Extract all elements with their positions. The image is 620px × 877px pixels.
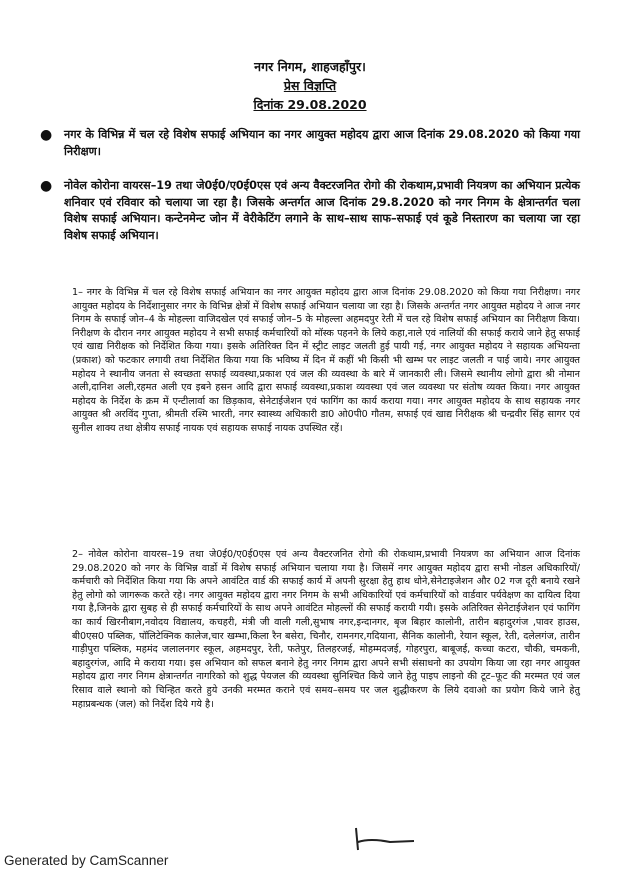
body-paragraph-2: 2– नोवेल कोरोना वायरस–19 तथा जे0ई0/ए0ई0एस एवं अन्य वैक्टरजनित रोगो की रोकथाम,प्रभावी नियत्रण का अभियान आज दिनांक 29.08.2020 को नगर के विभिन्न वार्डो में विशेष सफाई अभियान चलाया गया है। जिसमें नगर आयुक्त महोदय द्वारा सभी नोडल अधिकारियों/कर्मचारी को निर्देशित किया गया कि अपने आवंटित वार्ड की सफाई कार्य में अपनी सुरक्षा हेतु हाथ धोने,सेनेटाइजेशन और 02 गज दूरी बनाये रखने हेतु लोगो को जागरूक करते रहे। नगर आयुक्त महोदय द्वारा नगर निगम के सभी अधिकारियों एवं कर्मचारियों को वार्डवार पर्यवेक्षण का दायित्व दिया गया है,जिनके द्वारा सुबह से ही सफाई कर्मचारियों के साथ अपने आवंटित मोहल्लों की सफाई करायी गयी। इसके अतिरिक्त सेनेटाईजेशन एवं फागिंग का कार्य खिरनीबाग,नवोदय विद्यालय, कचहरी, मंत्री जी वाली गली,सुभाष नगर,इन्दानगर, बृज बिहार कालोनी, तारीन बहादुरगंज ,पावर हाउस, बी0एस0 पब्लिक, पॉलिटेक्निक कालेज,चार खम्भा,किला रैन बसेरा, चिनौर, रामनगर,गदियाना, सैनिक कालोनी, रेयान स्कूल, रेती, दलेलगंज, तारीन गाड़ीपुरा पब्लिक, महमंद जलालनगर स्कूल, अहमदपुर, रेती, फतेपुर, तिलहरजई, मोहम्मदजई, गोहरपुरा, बाबूजई, कच्चा कटरा, चौकी, चमकनी, बहादुरगंज, आदि मे कराया गया। इस अभियान को सफल बनाने हेतु नगर निगम द्वारा अपने सभी संसाधनो का उपयोग किया जा रहा नगर आयुक्त महोदय द्वारा नगर निगम क्षेत्रान्तर्गत नागरिको को शुद्ध पेयजल की व्यवस्था सुनिश्चित किये जाने हेतु पाइप लाइनो की टूट–फूट की मरम्मत एवं जल रिसाव वाले स्थानो को चिन्हित करते हुये उनकी मरम्मत कराने एवं समय–समय पर जल शुद्धीकरण के लिये दवाओ का प्रयोग किये जाने हेतु महाप्रबन्धक (जल) को निर्देश दिये गये है।	[72, 549, 580, 710]
headline-bullets	[40, 127, 580, 262]
organization-name: नगर निगम, शाहजहाँपुर।	[254, 59, 366, 74]
release-date: दिनांक 29.08.2020	[253, 97, 367, 112]
headline-bullet-1	[40, 127, 580, 160]
signature-mark	[350, 826, 420, 854]
bullet-dot-icon: ●	[40, 127, 53, 143]
headline-bullet-2	[40, 178, 580, 244]
headline-text-2: नोवेल कोरोना वायरस–19 तथा जे0ई0/ए0ई0एस एवं अन्य वैक्टरजनित रोगो की रोकथाम,प्रभावी नियत्रण का अभियान प्रत्येक शनिवार एवं रविवार को चलाया जा रहा है। जिसके अन्तर्गत आज दिनांक 29.8.2020 को नगर निगम के क्षेत्रान्तर्गत चला विशेष सफाई अभियान। कन्टेनमेन्ट जोन में वेरीकेटिंग लगाने के साथ–साथ साफ–सफाई एवं कूडे निस्तारण का चलाया जा रहा विशेष सफाई अभियान।	[64, 179, 580, 242]
scanner-footer: Generated by CamScanner	[4, 853, 169, 868]
body-paragraph-1: 1– नगर के विभिन्न में चल रहे विशेष सफाई अभियान का नगर आयुक्त महोदय द्वारा आज दिनांक 29.08.2020 को किया गया निरीक्षण। नगर आयुक्त महोदय के निर्देशानुसार नगर के विभिन्न क्षेत्रों में विशेष सफाई अभियान चलाया जा रहा है। जिसके अन्तर्गत नगर आयुक्त महोदय ने आज नगर निगम के सफाई जोन–4 के मोहल्ला वाजिदखेल एवं सफाई जोन–5 के मोहल्ला अहमदपुर रेती में चल रहे विशेष सफाई अभियान का निरीक्षण किया। निरीक्षण के दौरान नगर आयुक्त महोदय ने सभी सफाई कर्मचारियों को मॉस्क पहनने के लिये कहा,नाले एवं नालियों की सफाई कराये जाने हेतु सफाई एवं खाद्य निरीक्षक को निर्देशित किया गया। इसके अतिरिक्त दिन में स्ट्रीट लाइट जलती हुई पायी गई, नगर आयुक्त महोदय ने सहायक अभियन्ता (प्रकाश) को फटकार लगायी तथा निर्देशित किया गया कि भविष्य में दिन में कहीं भी किसी भी खम्भ पर लाइट जलती न पाई जाये। नगर आयुक्त महोदय ने स्थानीय जनता से स्वच्छता सफाई व्यवस्था,प्रकाश एवं जल की व्यवस्था के बारे में जानकारी ली। जिसमे स्थानीय लोगो द्वारा श्री नोमान अली,दानिश अली,रहमत अली एव इबने हसन आदि द्वारा सफाई व्यवस्था,प्रकाश व्यवस्था एवं जल व्यवस्था पर संतोष व्यक्त किया। नगर आयुक्त महोदय के निर्देश के क्रम में एन्टीलार्वा का छिड़काव, सेनेटाईजेशन एवं फागिंग का कार्य कराया गया। नगर आयुक्त महोदय के साथ सहायक नगर आयुक्त श्री अरविंद गुप्ता, श्रीमती रश्मि भारती, नगर स्वास्थ्य अधिकारी डा0 ओ0पी0 गौतम, सफाई एवं खाद्य निरीक्षक श्री चन्द्रवीर सिंह सागर एवं सुनील शाक्य तथा क्षेत्रीय सफाई नायक एवं सहायक सफाई नायक उपस्थित रहें।	[72, 287, 580, 434]
document-header	[0, 57, 620, 114]
bullet-dot-icon: ●	[40, 178, 53, 194]
press-release-title: प्रेस विज्ञप्ति	[283, 78, 337, 93]
headline-text-1: नगर के विभिन्न में चल रहे विशेष सफाई अभियान का नगर आयुक्त महोदय द्वारा आज दिनांक 29.08.2020 को किया गया निरीक्षण।	[64, 128, 580, 158]
